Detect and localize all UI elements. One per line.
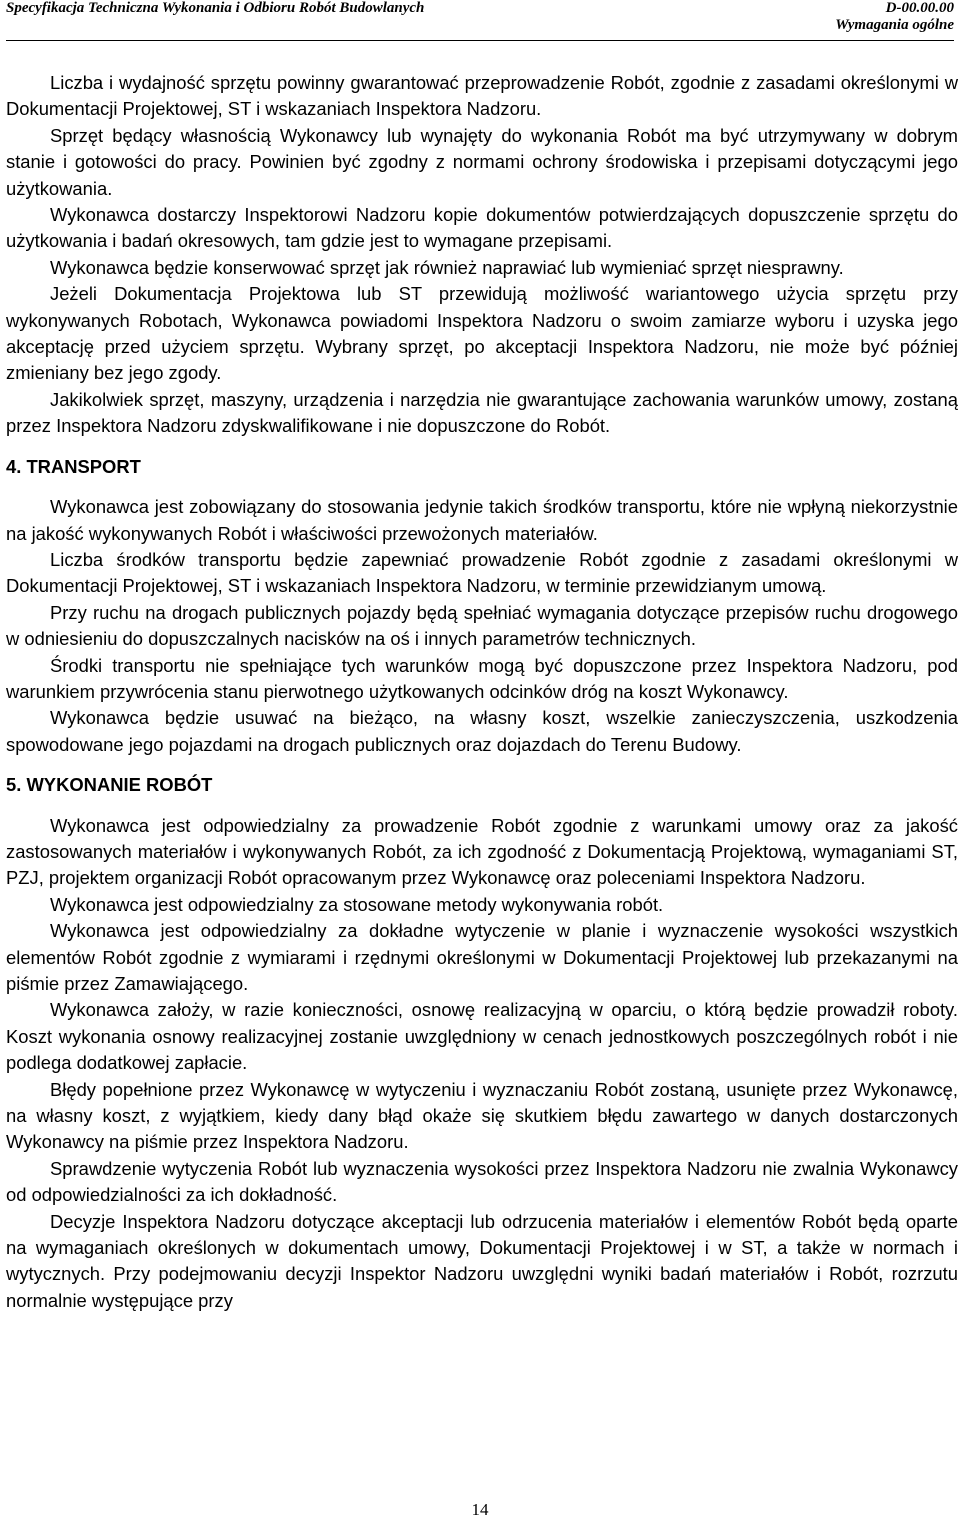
paragraph: Wykonawca jest odpowiedzialny za stosowane metody wykonywania robót.: [50, 893, 664, 915]
paragraph: Środki transportu nie spełniające tych warunków mogą być dopuszczone przez Inspektora Nadzoru, pod warunkiem przywrócenia stanu pierwotnego użytkowanych odcinków dróg na koszt Wykonawcy.: [6, 654, 958, 702]
paragraph: Przy ruchu na drogach publicznych pojazdy będą spełniać wymagania dotyczące przepisów ruchu drogowego w odniesieniu do dopuszczalnych nacisków na oś i innych parametrów technicznych.: [6, 601, 958, 650]
equipment-section-continuation: [6, 70, 958, 440]
paragraph: Jeżeli Dokumentacja Projektowa lub ST przewidują możliwość wariantowego użycia sprzętu przy wykonywanych Robotach, Wykonawca powiadomi Inspektora Nadzoru o swoim zamiarze wyboru i uzyska jego akceptację przed użyciem sprzętu. Wybrany sprzęt, po akceptacji Inspektora Nadzoru, nie może być później zmieniany bez jego zgody.: [6, 283, 958, 384]
paragraph: Błędy popełnione przez Wykonawcę w wytyczeniu i wyznaczaniu Robót zostaną, usunięte przez Wykonawcę, na własny koszt, z wyjątkiem, kiedy dany błąd okaże się skutkiem błędu zawartego w danych dostarczonych Wykonawcy na piśmie przez Inspektora Nadzoru.: [6, 1078, 958, 1153]
paragraph: Wykonawca jest zobowiązany do stosowania jedynie takich środków transportu, które nie wpłyną niekorzystnie na jakość wykonywanych Robót i właściwości przewożonych materiałów.: [6, 496, 958, 544]
paragraph: Wykonawca założy, w razie konieczności, osnowę realizacyjną w oparciu, o którą będzie prowadził roboty. Koszt wykonania osnowy realizacyjnej zostanie uwzględniony w cenach jednostkowych poszczególnych robót i nie podlega dodatkowej zapłacie.: [6, 999, 958, 1074]
section-heading: 4. TRANSPORT: [6, 455, 141, 477]
section-transport: [6, 454, 958, 758]
section-works-execution: [6, 772, 958, 1314]
paragraph: Wykonawca będzie konserwować sprzęt jak również naprawiać lub wymieniać sprzęt niesprawny.: [50, 256, 844, 278]
paragraph: Decyzje Inspektora Nadzoru dotyczące akceptacji lub odrzucenia materiałów i elementów Robót będą oparte na wymaganiach określonych w dokumentach umowy, Dokumentacji Projektowej i w ST, a także w normach i wytycznych. Przy podejmowaniu decyzji Inspektor Nadzoru uwzględni wyniki badań materiałów i Robót, rozrzutu normalnie występujące przy: [6, 1210, 958, 1311]
paragraph: Wykonawca dostarczy Inspektorowi Nadzoru kopie dokumentów potwierdzających dopuszczenie sprzętu do użytkowania i badań okresowych, tam gdzie jest to wymagane przepisami.: [6, 204, 958, 252]
paragraph: Liczba środków transportu będzie zapewniać prowadzenie Robót zgodnie z zasadami określonymi w Dokumentacji Projektowej, ST i wskazaniach Inspektora Nadzoru, w terminie przewidzianym umową.: [6, 548, 958, 597]
paragraph: Sprawdzenie wytyczenia Robót lub wyznaczenia wysokości przez Inspektora Nadzoru nie zwalnia Wykonawcy od odpowiedzialności za ich dokładność.: [6, 1157, 958, 1206]
page-header: [6, 0, 954, 41]
paragraph: Wykonawca jest odpowiedzialny za prowadzenie Robót zgodnie z warunkami umowy oraz za jakość zastosowanych materiałów i wykonywanych Robót, za ich zgodność z Dokumentacją Projektową, wymaganiami ST, PZJ, projektem organizacji Robót opracowanym przez Wykonawcę oraz poleceniami Inspektora Nadzoru.: [6, 814, 958, 889]
header-section-subtitle: Wymagania ogólne: [835, 17, 954, 33]
header-document-code: D-00.00.00: [885, 0, 954, 16]
document-body: [6, 70, 958, 1314]
page-number: 14: [471, 1500, 489, 1519]
paragraph: Sprzęt będący własnością Wykonawcy lub wynajęty do wykonania Robót ma być utrzymywany w dobrym stanie i gotowości do pracy. Powinien być zgodny z normami ochrony środowiska i przepisami dotyczącymi jego użytkowania.: [6, 124, 958, 199]
paragraph: Jakikolwiek sprzęt, maszyny, urządzenia i narzędzia nie gwarantujące zachowania warunków umowy, zostaną przez Inspektora Nadzoru zdyskwalifikowane i nie dopuszczone do Robót.: [6, 388, 958, 437]
paragraph: Wykonawca jest odpowiedzialny za dokładne wytyczenie w planie i wyznaczenie wysokości wszystkich elementów Robót zgodnie z wymiarami i rzędnymi określonymi w Dokumentacji Projektowej lub przekazanymi na piśmie przez Zamawiającego.: [6, 920, 958, 994]
paragraph: Wykonawca będzie usuwać na bieżąco, na własny koszt, wszelkie zanieczyszczenia, uszkodzenia spowodowane jego pojazdami na drogach publicznych oraz dojazdach do Terenu Budowy.: [6, 707, 958, 755]
header-document-title: Specyfikacja Techniczna Wykonania i Odbioru Robót Budowlanych: [6, 0, 425, 16]
section-heading: 5. WYKONANIE ROBÓT: [6, 774, 213, 796]
paragraph: Liczba i wydajność sprzętu powinny gwarantować przeprowadzenie Robót, zgodnie z zasadami określonymi w Dokumentacji Projektowej, ST i wskazaniach Inspektora Nadzoru.: [6, 72, 958, 120]
